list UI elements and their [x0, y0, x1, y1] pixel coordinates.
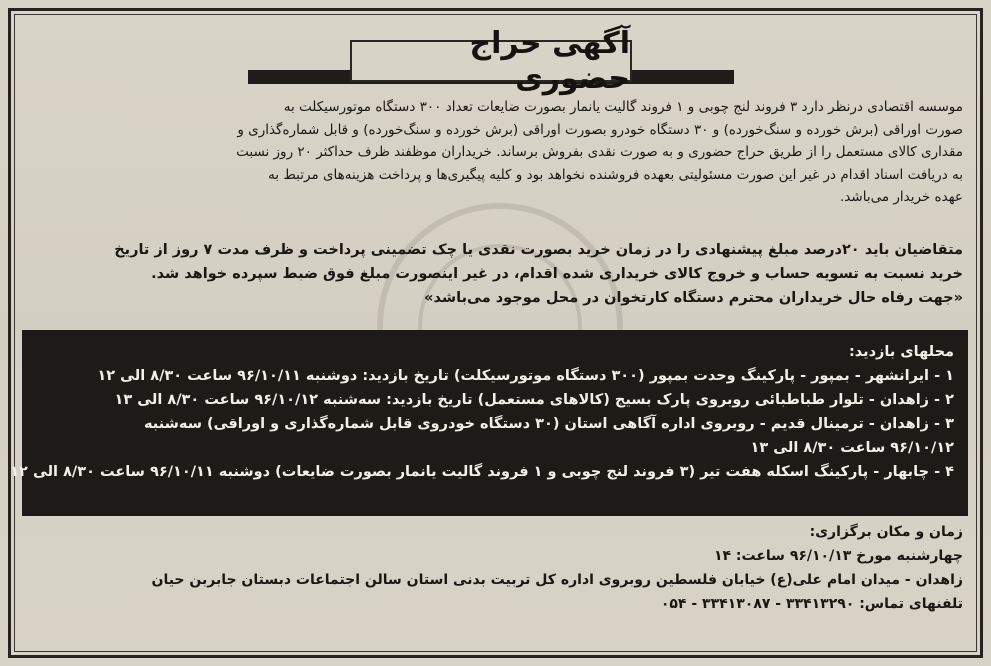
- event-details: [28, 520, 963, 616]
- visit-locations-panel: [10, 330, 968, 516]
- conditions-line: «جهت رفاه حال خریداران محترم دستگاه کارتخوان در محل موجود می‌باشد»: [424, 290, 963, 306]
- intro-line: مقداری کالای مستعمل را از طریق حراج حضوری و به صورت نقدی بفروش برساند. خریداران موظفند ظرف حداکثر ۲۰ روز نسبت: [236, 144, 963, 160]
- intro-line: صورت اوراقی (برش خورده و سنگ‌خورده) و ۳۰ دستگاه خودرو بصورت اوراقی (برش خورده و سنگ‌خورده) و قابل شماره‌گذاری و: [237, 121, 963, 138]
- intro-line: موسسه اقتصادی درنظر دارد ۳ فروند لنج چوبی و ۱ فروند گالیت یانمار بصورت ضایعات تعداد ۳۰۰ دستگاه موتورسیکلت به: [283, 99, 963, 115]
- visit-heading: محلهای بازدید:: [849, 344, 954, 360]
- event-date: چهارشنبه مورخ ۹۶/۱۰/۱۳ ساعت: ۱۴: [713, 548, 963, 564]
- visit-item: ۲ - زاهدان - تلوار طباطبائی روبروی پارک بسیج (کالاهای مستعمل) تاریخ بازدید: سه‌شنبه ۹۶/۱۰/۱۲ ساعت ۸/۳۰ الی ۱۳: [114, 392, 954, 408]
- intro-line: به دریافت اسناد اقدام در غیر این صورت مسئولیتی بعهده فروشنده نخواهد بود و کلیه پیگیری‌ها و پرداخت هزینه‌های مرتبط به: [268, 166, 963, 183]
- conditions-line: خرید نسبت به تسویه حساب و خروج کالای خریداری شده اقدام، در غیر اینصورت مبلغ فوق ضبط سپرده خواهد شد.: [151, 266, 963, 282]
- conditions-paragraph: [28, 238, 963, 310]
- visit-item: ۱ - ایرانشهر - بمپور - پارکینگ وحدت بمپور (۳۰۰ دستگاه موتورسیکلت) تاریخ بازدید: دوشنبه ۹۶/۱۰/۱۱ ساعت ۸/۳۰ الی ۱۲: [97, 368, 954, 384]
- intro-paragraph: [28, 96, 963, 209]
- visit-item: ۴ - چابهار - پارکینگ اسکله هفت تیر (۳ فروند لنج چوبی و ۱ فروند گالیت یانمار بصورت ضایعات) دوشنبه ۹۶/۱۰/۱۱ ساعت ۸/۳۰ الی ۱۲: [10, 464, 954, 480]
- intro-line: عهده خریدار می‌باشد.: [840, 189, 963, 205]
- event-heading: زمان و مکان برگزاری:: [809, 524, 963, 540]
- visit-item: ۳ - زاهدان - ترمینال قدیم - روبروی اداره آگاهی استان (۳۰ دستگاه خودروی قابل شماره‌گذاری و اوراقی) سه‌شنبه: [144, 416, 954, 432]
- event-phones: تلفنهای تماس: ۳۳۴۱۳۲۹۰ - ۳۳۴۱۳۰۸۷ - ۰۵۴: [660, 596, 963, 612]
- visit-item: ۹۶/۱۰/۱۲ ساعت ۸/۳۰ الی ۱۳: [750, 440, 954, 456]
- conditions-line: متقاضیان باید ۲۰درصد مبلغ پیشنهادی را در زمان خرید بصورت نقدی یا چک تضمینی پرداخت و ظرف مدت ۷ روز از تاریخ: [114, 242, 963, 258]
- ad-title: آگهی حراج حضوری: [350, 40, 632, 82]
- event-address: زاهدان - میدان امام علی(ع) خیابان فلسطین روبروی اداره کل تربیت بدنی استان سالن اجتماعات دبستان جابربن حیان: [151, 572, 963, 588]
